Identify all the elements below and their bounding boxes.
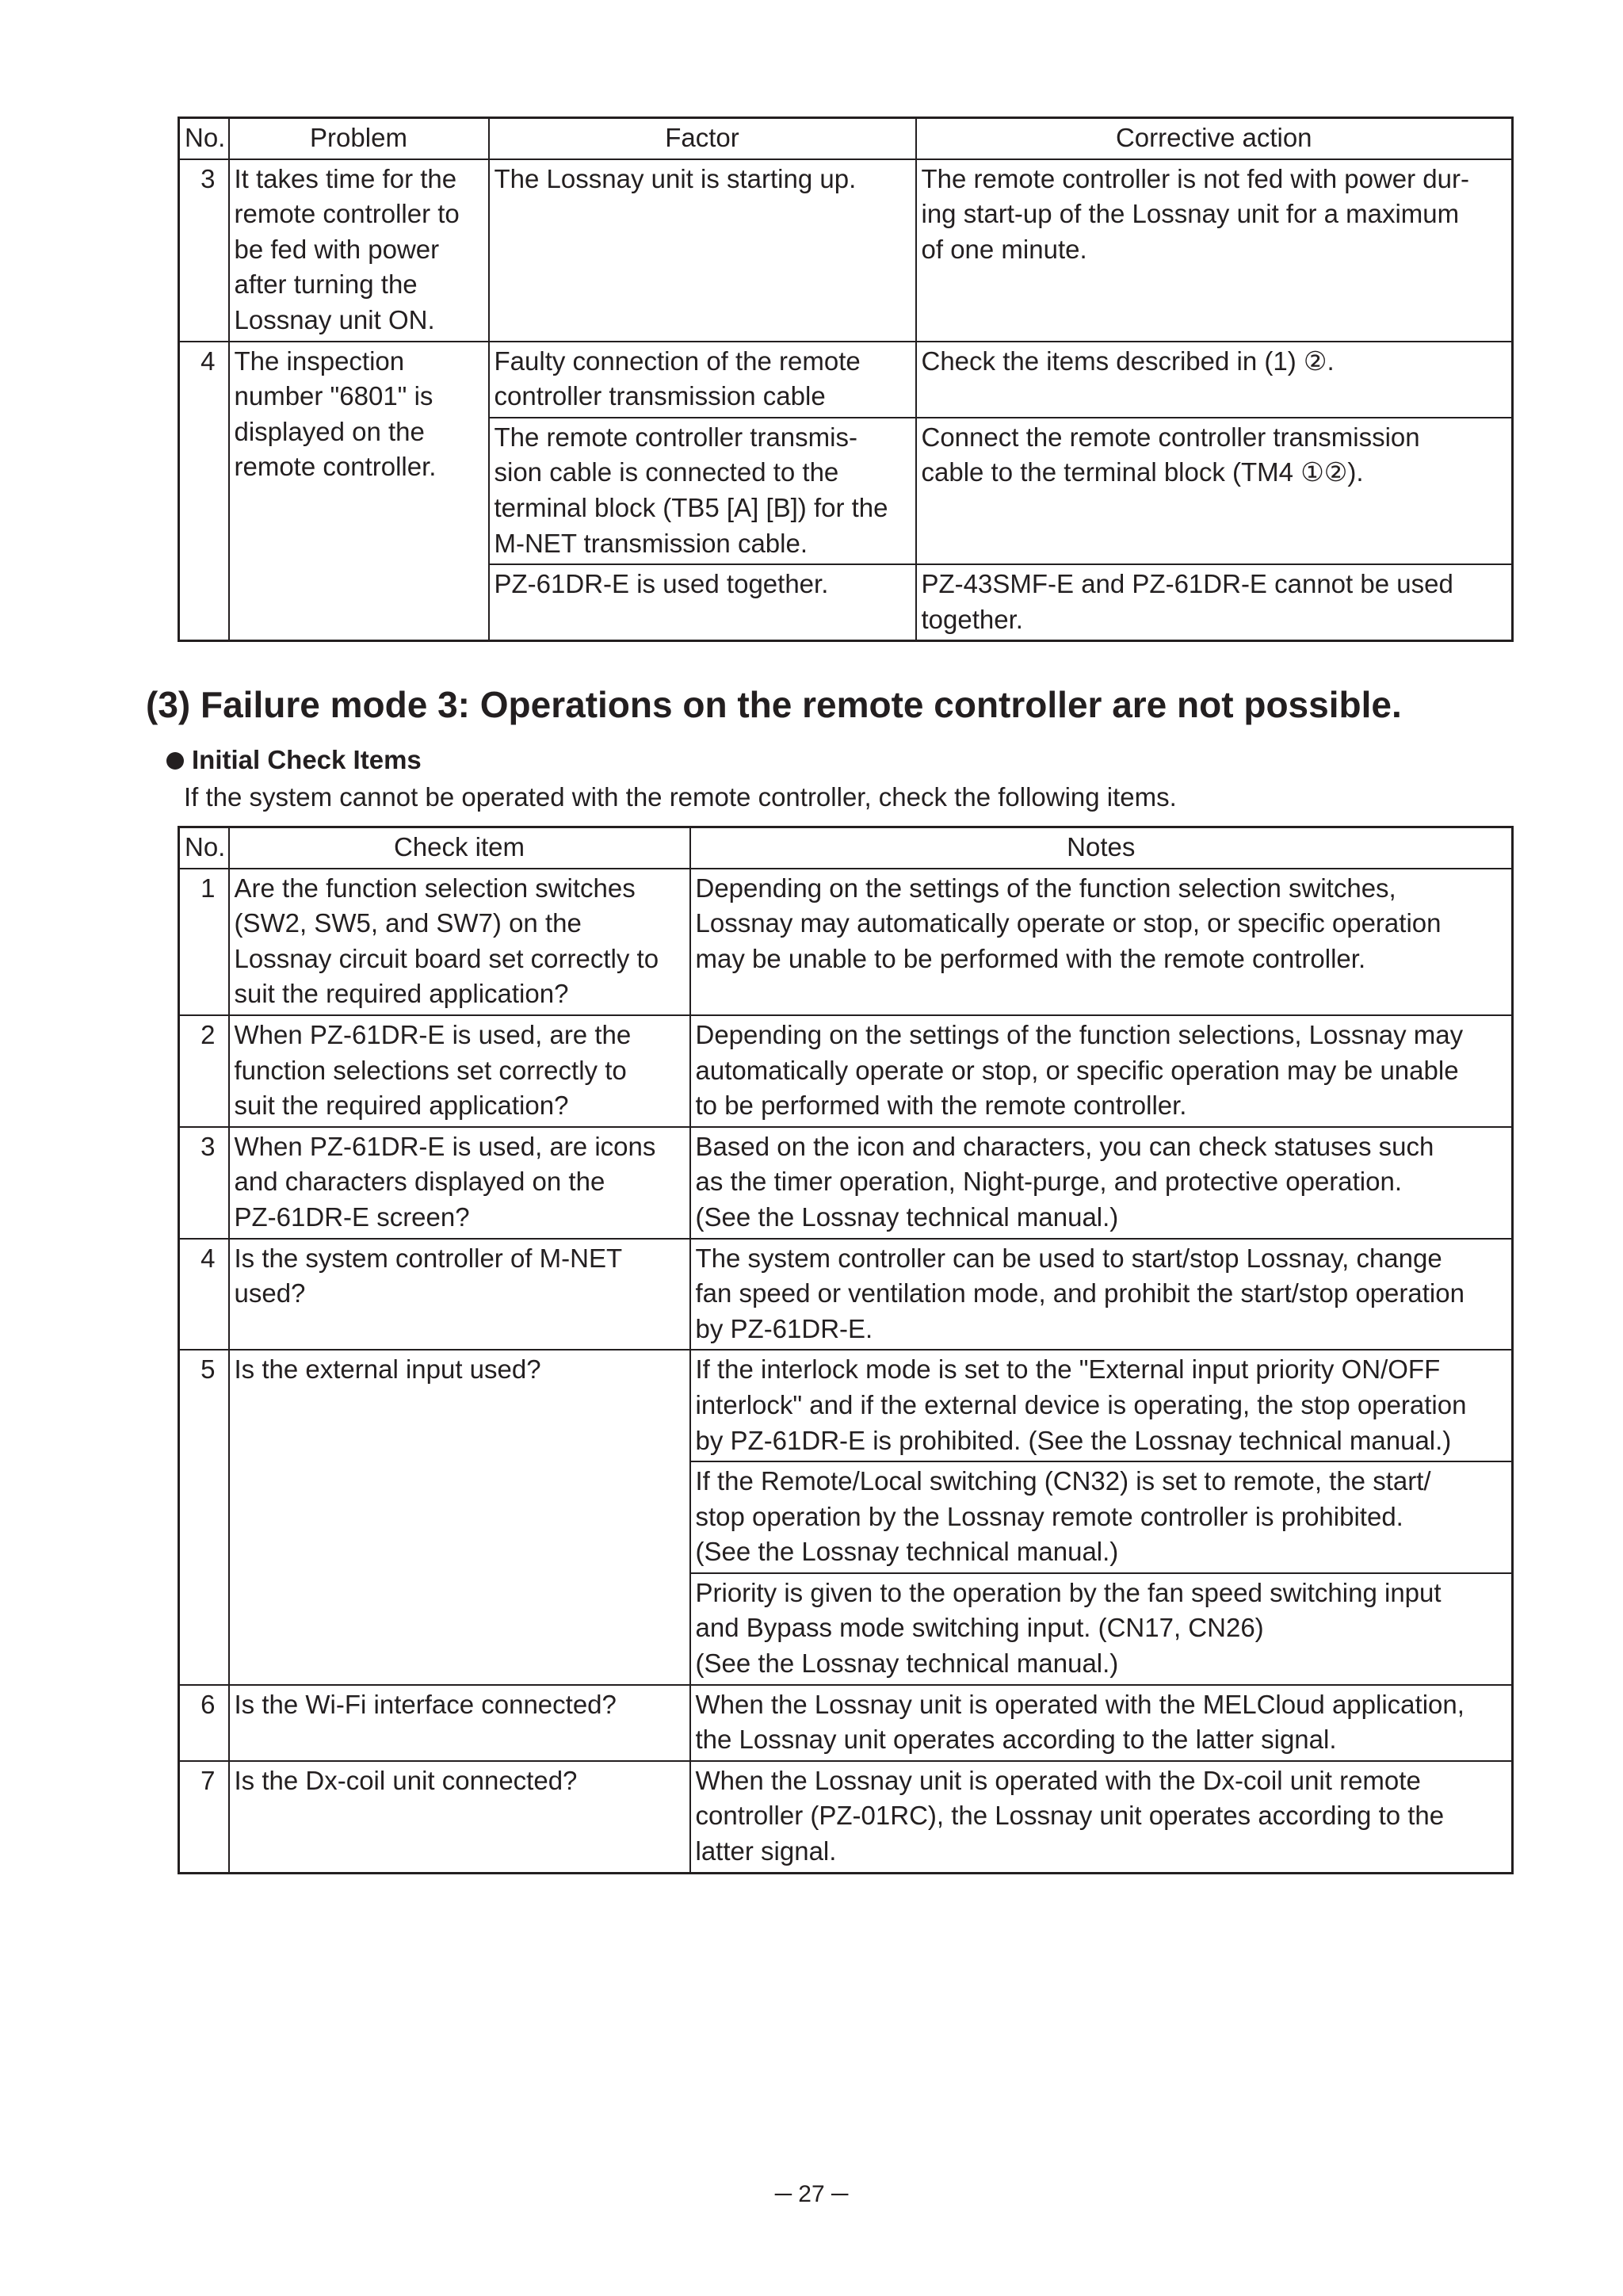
text-line: automatically operate or stop, or specific operation may be unable [695,1055,1459,1085]
problem-cell [229,159,489,342]
text-line: by PZ-61DR-E. [695,1313,873,1343]
text-line: terminal block (TB5 [A] [B]) for the [494,492,888,522]
problem-cell [229,342,489,641]
text-line: sion cable is connected to the [494,457,839,487]
check-item-cell [229,1761,690,1873]
text-line: Depending on the settings of the function selections, Lossnay may [695,1019,1464,1049]
text-line: ing start-up of the Lossnay unit for a maximum [921,199,1460,229]
text-line: by PZ-61DR-E is prohibited. (See the Lossnay technical manual.) [695,1425,1452,1455]
text-line: controller (PZ-01RC), the Lossnay unit operates according to the [695,1801,1445,1831]
text-line: stop operation by the Lossnay remote controller is prohibited. [695,1501,1403,1531]
table-row [179,1015,1513,1127]
text-line: The inspection [234,346,405,376]
table-row [179,1350,1513,1461]
text-line: suit the required application? [234,1091,569,1121]
factor-cell [489,159,916,342]
text-line: remote controller to [234,199,460,229]
factor-cell [489,564,916,641]
table-row [179,1685,1513,1761]
text-line: after turning the [234,269,418,300]
text-line: The system controller can be used to start/stop Lossnay, change [695,1243,1442,1273]
page-number: ─ 27 ─ [774,2181,849,2207]
text-line: M-NET transmission cable. [494,528,808,558]
text-line: When the Lossnay unit is operated with the MELCloud application, [695,1689,1465,1719]
text-line: controller transmission cable [494,381,826,411]
text-line: the Lossnay unit operates according to the latter signal. [695,1725,1337,1755]
text-line: The remote controller transmis- [494,422,857,452]
text-line: together. [921,604,1023,634]
text-line: Faulty connection of the remote [494,346,861,376]
text-line: PZ-61DR-E is used together. [494,569,829,599]
table-header-row [179,118,1513,159]
header-notes: Notes [690,827,1513,869]
text-line: PZ-43SMF-E and PZ-61DR-E cannot be used [921,569,1453,599]
row-number: 4 [179,342,229,641]
check-item-cell [229,1685,690,1761]
initial-check-items-heading [166,743,422,777]
check-items-table [178,826,1514,1874]
action-cell [916,418,1513,564]
initial-check-label: Initial Check Items [192,745,422,774]
row-number: 2 [179,1015,229,1127]
table-row [179,342,1513,418]
troubleshooting-table-1 [178,117,1514,642]
text-line: to be performed with the remote controller. [695,1091,1187,1121]
row-number: 4 [179,1239,229,1350]
header-corrective-action: Corrective action [916,118,1513,159]
action-cell [916,342,1513,418]
text-line: Lossnay unit ON. [234,304,435,334]
text-line: If the Remote/Local switching (CN32) is set to remote, the start/ [695,1466,1431,1496]
text-line: remote controller. [234,452,437,482]
text-line: When PZ-61DR-E is used, are icons [234,1131,656,1161]
text-line: function selections set correctly to [234,1055,627,1085]
text-line: may be unable to be performed with the remote controller. [695,943,1366,973]
header-factor: Factor [489,118,916,159]
notes-cell [690,1239,1513,1350]
notes-cell [690,869,1513,1015]
notes-cell [690,1127,1513,1239]
text-line: Are the function selection switches [234,873,636,903]
text-line: cable to the terminal block (TM4 ①②). [921,457,1364,487]
text-line: Check the items described in (1) ②. [921,346,1335,376]
text-line: be fed with power [234,234,440,264]
text-line: and Bypass mode switching input. (CN17, CN26) [695,1613,1264,1643]
text-line: latter signal. [695,1836,837,1866]
text-line: Is the external input used? [234,1354,541,1385]
table-row [179,869,1513,1015]
text-line: Priority is given to the operation by the fan speed switching input [695,1577,1442,1607]
table-row [179,159,1513,342]
text-line: Lossnay circuit board set correctly to [234,943,659,973]
check-item-cell [229,1350,690,1684]
text-line: Is the Wi-Fi interface connected? [234,1689,617,1719]
header-check-item: Check item [229,827,690,869]
notes-cell [690,1685,1513,1761]
text-line: Depending on the settings of the function selection switches, [695,873,1396,903]
notes-cell [690,1573,1513,1685]
text-line: and characters displayed on the [234,1167,605,1197]
notes-cell [690,1350,1513,1461]
text-line: (See the Lossnay technical manual.) [695,1201,1119,1232]
notes-cell [690,1761,1513,1873]
text-line: (See the Lossnay technical manual.) [695,1648,1119,1679]
header-problem: Problem [229,118,489,159]
notes-cell [690,1461,1513,1573]
check-item-cell [229,1239,690,1350]
intro-paragraph: If the system cannot be operated with the remote controller, check the following items. [184,782,1177,812]
header-no: No. [179,118,229,159]
factor-cell [489,342,916,418]
check-item-cell [229,1015,690,1127]
check-item-cell [229,1127,690,1239]
row-number: 5 [179,1350,229,1684]
text-line: Connect the remote controller transmission [921,422,1420,452]
table-row [179,1239,1513,1350]
row-number: 1 [179,869,229,1015]
text-line: When PZ-61DR-E is used, are the [234,1019,632,1049]
text-line: (See the Lossnay technical manual.) [695,1537,1119,1567]
text-line: The Lossnay unit is starting up. [494,163,857,193]
table-row [179,1761,1513,1873]
text-line: PZ-61DR-E screen? [234,1201,470,1232]
text-line: used? [234,1278,306,1308]
text-line: When the Lossnay unit is operated with the Dx-coil unit remote [695,1765,1421,1795]
action-cell [916,159,1513,342]
row-number: 3 [179,1127,229,1239]
text-line: displayed on the [234,416,425,446]
check-item-cell [229,869,690,1015]
text-line: It takes time for the [234,163,457,193]
action-cell [916,564,1513,641]
bullet-icon [166,752,184,770]
row-number: 7 [179,1761,229,1873]
table-row [179,1127,1513,1239]
text-line: of one minute. [921,234,1087,264]
factor-cell [489,418,916,564]
section-heading: (3) Failure mode 3: Operations on the remote controller are not possible. [146,684,1402,725]
notes-cell [690,1015,1513,1127]
text-line: If the interlock mode is set to the "External input priority ON/OFF [695,1354,1441,1385]
text-line: as the timer operation, Night-purge, and protective operation. [695,1167,1403,1197]
text-line: Based on the icon and characters, you can check statuses such [695,1131,1434,1161]
text-line: The remote controller is not fed with power dur- [921,163,1469,193]
table-header-row [179,827,1513,869]
text-line: interlock" and if the external device is operating, the stop operation [695,1389,1467,1419]
header-no: No. [179,827,229,869]
row-number: 6 [179,1685,229,1761]
text-line: number "6801" is [234,381,433,411]
text-line: Is the system controller of M-NET [234,1243,623,1273]
text-line: fan speed or ventilation mode, and prohibit the start/stop operation [695,1278,1465,1308]
text-line: (SW2, SW5, and SW7) on the [234,908,582,938]
text-line: Is the Dx-coil unit connected? [234,1765,578,1795]
row-number: 3 [179,159,229,342]
text-line: suit the required application? [234,979,569,1009]
text-line: Lossnay may automatically operate or stop, or specific operation [695,908,1442,938]
